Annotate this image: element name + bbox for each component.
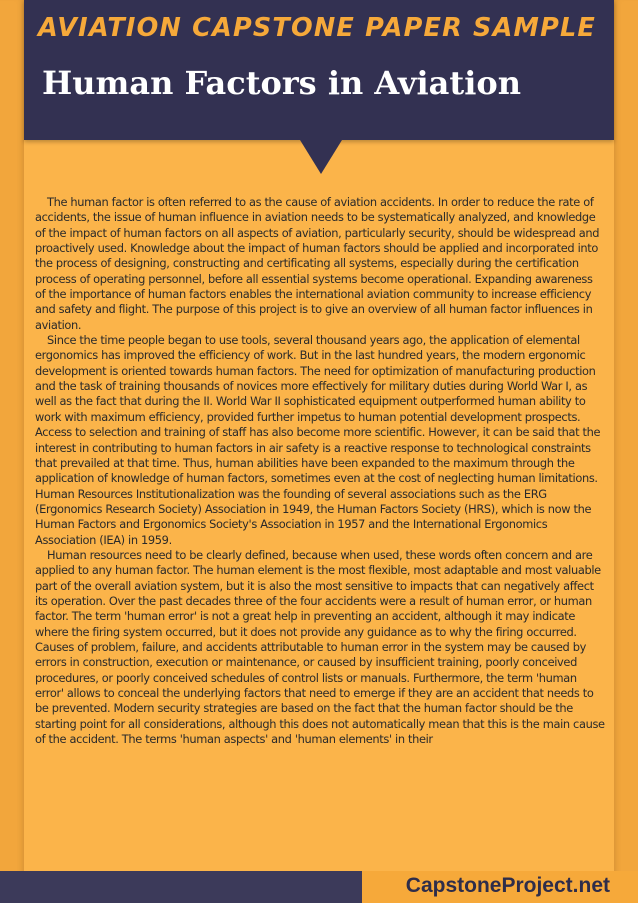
footer-brand: CapstoneProject.net — [405, 874, 610, 897]
header-kicker: AVIATION CAPSTONE PAPER SAMPLE — [38, 13, 597, 43]
header-pointer-notch — [300, 140, 342, 174]
paragraph-3: Human resources need to be clearly defined, because when used, these words often concern and are applied to any human factor. The human element is the most flexible, most adaptable and most valuable part of the overall aviation system, but it is also the most sensitive to impacts that can negatively affect its operation. Over the past decades three of the four accidents were a result of human error, or human factor. The term 'human error' is not a great help in preventing an accident, although it may indicate where the firing system occurred, but it does not provide any guidance as to why the firing occurred. Causes of problem, failure, and accidents attributable to human error in the system may be caused by errors in construction, execution or maintenance, or caused by insufficient training, poorly conceived procedures, or poorly conceived schedules of control lists or manuals. Furthermore, the term 'human error' allows to conceal the underlying factors that need to emerge if they are an accident that needs to be prevented. Modern security strategies are based on the fact that the human factor should be the starting point for all considerations, although this does not automatically mean that this is the main cause of the accident. The terms 'human aspects' and 'human elements' in their — [35, 547, 605, 747]
paragraph-1: The human factor is often referred to as the cause of aviation accidents. In order to reduce the rate of accidents, the issue of human influence in aviation needs to be systematically analyzed, and knowledge of the impact of human factors on all aspects of aviation, particularly security, should be widespread and proactively used. Knowledge about the impact of human factors should be applied and incorporated into the process of designing, constructing and certificating all systems, especially during the certification process of operating personnel, before all essential systems become operational. Expanding awareness of the importance of human factors enables the international aviation community to increase efficiency and safety and flight. The purpose of this project is to give an overview of all human factor influences in aviation. — [35, 195, 600, 332]
left-page-shade — [0, 0, 24, 903]
header-banner — [24, 0, 614, 140]
paragraph-2: Since the time people began to use tools, several thousand years ago, the application of elemental ergonomics has improved the efficiency of work. But in the last hundred years, the modern ergonomic development is oriented towards human factors. The need for optimization of manufacturing production and the task of training thousands of novices more effectively for military duties during World War I, as well as the fact that during the II. World War II sophisticated equipment outperformed human ability to work with maximum efficiency, provided further impetus to human potential development prospects. Access to selection and training of staff has also become more scientific. However, it can be said that the interest in contributing to human factors in air safety is a reactive response to technological constraints that prevailed at that time. Thus, human abilities have been expanded to the maximum through the application of knowledge of human factors, sometimes even at the cost of neglecting human limitations. Human Resources Institutionalization was the founding of several associations such as the ERG (Ergonomics Research Society) Association in 1949, the Human Factors Society (HRS), which is now the Human Factors and Ergonomics Society's Association in 1957 and the International Ergonomics Association (IEA) in 1959. — [35, 333, 601, 547]
article-body — [35, 195, 606, 747]
right-page-shade — [614, 0, 638, 903]
page-title: Human Factors in Aviation — [42, 64, 521, 102]
